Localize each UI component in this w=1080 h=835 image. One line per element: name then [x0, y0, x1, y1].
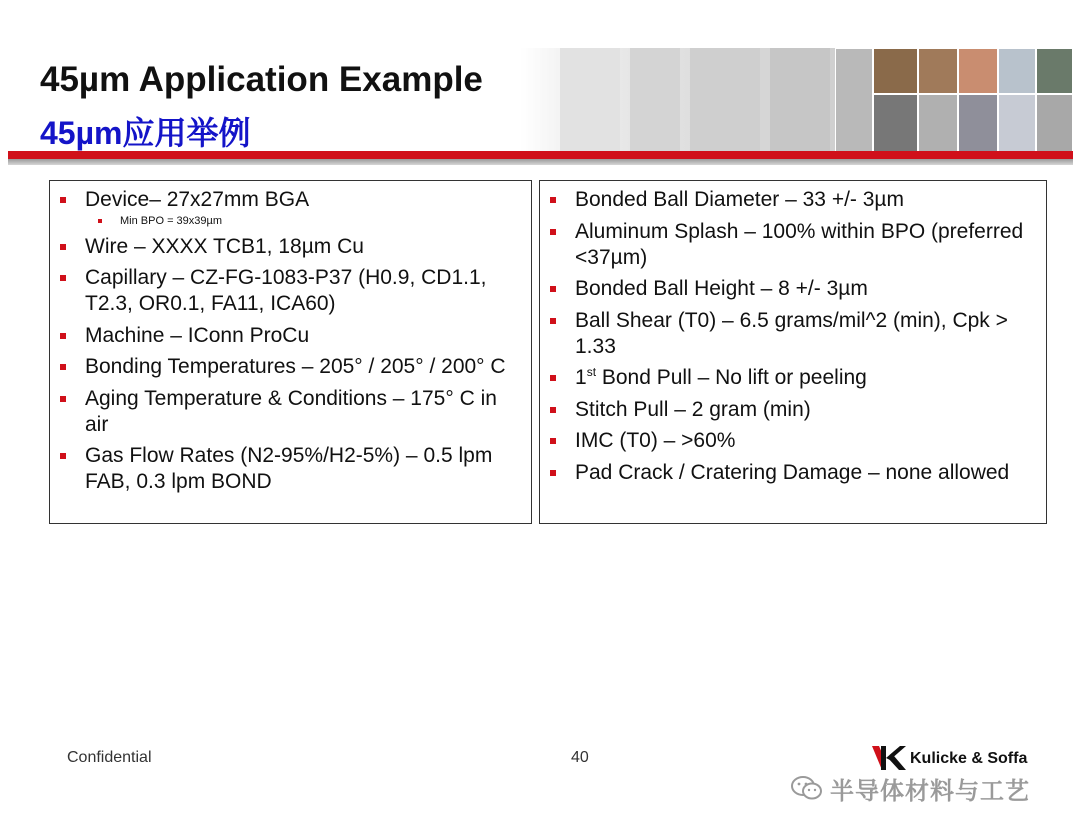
bullet-icon [550, 229, 556, 235]
bullet-icon [550, 286, 556, 292]
wechat-icon [790, 774, 824, 802]
page-subtitle-chinese: 45µm应用举例 [40, 115, 251, 151]
bullet-icon [550, 407, 556, 413]
bullet-icon [550, 375, 556, 381]
list-item: Wire – XXXX TCB1, 18µm Cu [58, 234, 525, 260]
bullet-icon [60, 244, 66, 250]
list-subitem: Min BPO = 39x39µm [58, 215, 525, 228]
list-item: Capillary – CZ-FG-1083-P37 (H0.9, CD1.1, T2.3, OR0.1, FA11, ICA60) [58, 265, 525, 317]
list-item: Bonding Temperatures – 205° / 205° / 200° C [58, 354, 525, 380]
list-item: Aluminum Splash – 100% within BPO (preferred <37µm) [548, 219, 1040, 271]
logo-text: Kulicke & Soffa [910, 750, 1028, 767]
footer-confidential: Confidential [67, 749, 152, 766]
company-logo [872, 744, 1042, 774]
list-item: Aging Temperature & Conditions – 175° C in air [58, 386, 525, 438]
bullet-icon [60, 396, 66, 402]
page-title: 45µm Application Example [40, 60, 483, 99]
list-item: Stitch Pull – 2 gram (min) [548, 397, 1040, 423]
bullet-icon [60, 453, 66, 459]
bullet-icon [550, 197, 556, 203]
bullet-icon [550, 318, 556, 324]
bullet-icon [60, 275, 66, 281]
list-item: Pad Crack / Cratering Damage – none allowed [548, 460, 1040, 486]
list-item: Device– 27x27mm BGA [58, 187, 525, 213]
header-photo-collage [835, 48, 1073, 152]
list-item: Bonded Ball Diameter – 33 +/- 3µm [548, 187, 1040, 213]
list-item: Bonded Ball Height – 8 +/- 3µm [548, 276, 1040, 302]
header-grey-divider [8, 159, 1073, 165]
list-item: Gas Flow Rates (N2-95%/H2-5%) – 0.5 lpm FAB, 0.3 lpm BOND [58, 443, 525, 495]
right-spec-panel [539, 180, 1047, 524]
ordinal-suffix: st [586, 365, 597, 379]
list-item: Machine – IConn ProCu [58, 323, 525, 349]
left-spec-panel [49, 180, 532, 524]
bullet-icon [60, 364, 66, 370]
watermark [790, 772, 1030, 804]
bullet-icon [550, 438, 556, 444]
page-number: 40 [571, 749, 589, 766]
bullet-icon [550, 470, 556, 476]
list-item: Ball Shear (T0) – 6.5 grams/mil^2 (min), Cpk > 1.33 [548, 308, 1040, 360]
watermark-text: 半导体材料与工艺 [830, 777, 1030, 805]
header-red-divider [8, 151, 1073, 159]
bullet-icon [60, 333, 66, 339]
bullet-icon [60, 197, 66, 203]
list-item: 1st Bond Pull – No lift or peeling [548, 365, 1040, 391]
bullet-icon [98, 219, 102, 223]
list-item: IMC (T0) – >60% [548, 428, 1040, 454]
kns-logo-icon [872, 744, 906, 772]
